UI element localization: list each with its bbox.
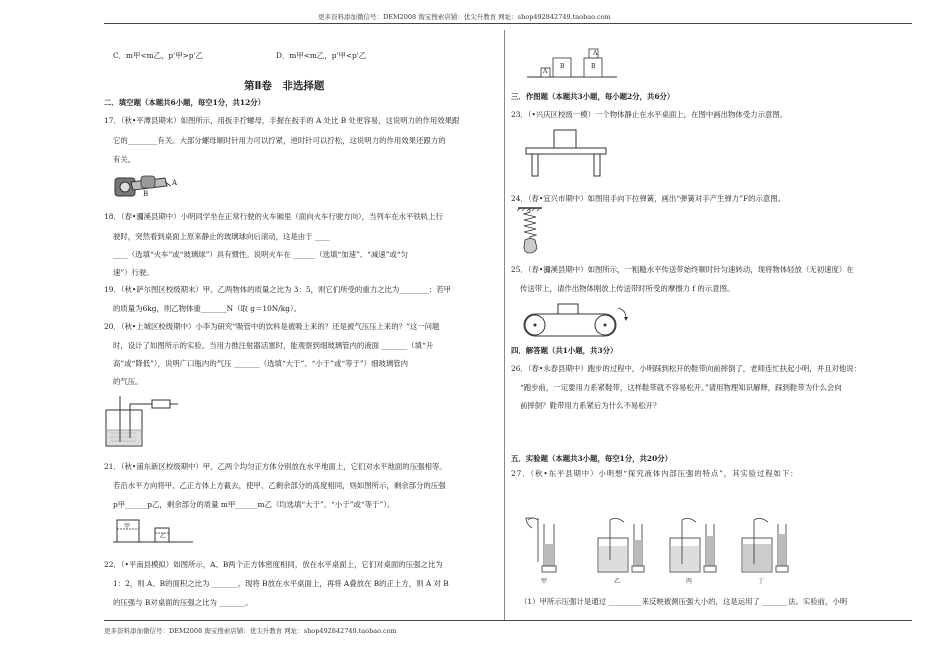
q20-line4: 的气压。 [113,377,143,386]
option-d: D．m甲<m乙，p'甲<p'乙 [276,51,367,60]
block-label-a1: A [543,68,548,75]
q18-line4: 速”）行驶。 [113,268,154,277]
block-label-b2: B [591,63,596,70]
cube-label-jia: 甲 [124,523,131,530]
q22-line2: 1：2，则 A、B的面积之比为 _______。现将 B放在水平桌面上，再将 A叠放在 B的正上方，则 A 对 B [113,579,449,588]
page-footer: 更多资料添加微信号：DEM2008 淘宝搜索店铺：优尖升教育 网址：shop492842749.taobao.com [104,627,397,635]
q20-line1: 20．（秋•上城区校级期中）小李为研究“吸管中的饮料是被吸上来的？还是被气压压上来的？”这一问题 [104,322,440,331]
pressure-gauge-figures [518,514,838,576]
exp-heading: 五．实验题（本题共3小题，每空1分，共20分） [511,454,672,463]
page-header: 更多资料添加微信号：DEM2008 淘宝搜索店铺：优尖升教育 网址：shop492842749.taobao.com [318,13,611,21]
q17-line1: 17．（秋•平潭县期末）如图所示，用扳手拧螺母，手握在扳手的 A 处比 B 处更容易，这说明力的作用效果跟 [104,116,460,125]
draw-heading: 三．作图题（本题共3小题，每小题2分，共6分） [511,92,675,101]
q22-line3: 的压强与 B对桌面的压强之比为 _______。 [113,598,253,607]
q23-text: 23．（•兴庆区校级一模）一个物体静止在水平桌面上，在图中画出物体受力示意图。 [511,110,788,119]
gauge-label-jia: 甲 [541,578,548,585]
header-rule [104,23,912,24]
cube-label-yi: 乙 [160,533,167,540]
blocks-figure [527,46,617,78]
table-figure [526,126,610,178]
footer-rule [104,620,912,621]
section-title: 第Ⅱ卷 非选择题 [244,80,325,92]
q19-line1: 19．（秋•萨尔图区校级期末）甲、乙两物体的质量之比为 3：5，则它们所受的重力之比为________；若甲 [104,285,452,294]
gauge-label-bing: 丙 [686,578,693,585]
q21-line1: 21．（秋•浦东新区校级期中）甲、乙两个均匀正方体分别放在水平地面上，它们对水平地面的压强相等。 [104,462,447,471]
wrench-label-a: A [172,179,178,187]
q21-line3: p甲______p乙，剩余部分的质量 m甲______m乙（均选填“大于”、“小于”或“等于”）。 [113,500,395,509]
wrench-label-b: B [143,190,149,198]
gauge-label-ding: 丁 [758,578,765,585]
answer-heading: 四．解答题（共1小题，共3分） [511,346,618,355]
q18-line1: 18．（春•瀰溪县期中）小明同学坐在正常行驶的火车厢里（面向火车行驶方向），当列车在水平铁轨上行 [104,212,443,221]
q18-line3: ____（选填“火车”或“玻璃球”）具有惯性。说明火车在 ______（选填“加速”、“减速”或“匀 [113,250,409,259]
option-c: C．m甲<m乙，p'甲>p'乙 [113,51,203,60]
q27-text: 27．（秋•东平县期中）小明想“探究液体内部压强的特点”，其实验过程如下： [511,469,799,478]
q26-line3: 前摔倒？鞋带用力系紧后为什么不易松开？ [520,401,661,410]
q20-line2: 时，设计了如图所示的实验。当用力推注射器活塞时，能观察到细玻璃管内的液面 _______（填“升 [113,341,434,350]
syringe-bottle-figure [102,394,180,448]
q24-text: 24．（春•宜兴市期中）如图用手向下拉弹簧，画出“弹簧对手产生弹力”F的示意图。 [511,194,786,203]
q26-line2: “跑步前，一定要用力系紧鞋带，这样鞋带就不容易松开。”请用物理知识解释，踩到鞋带为什么会向 [520,383,842,392]
q25-line2: 传送带上，请作出物体刚放上传送带时所受的摩擦力 f 的示意图。 [520,284,735,293]
q25-line1: 25．（春•瀰溪县期中）如图所示，一粗糙水平传送带始终顺时针匀速转动，现将物体轻放（无初速度）在 [511,265,854,274]
fill-heading: 二．填空题（本题共6小题，每空1分，共12分） [104,98,265,107]
column-divider [504,30,505,620]
conveyor-figure [520,300,630,338]
q27-part1: （1）甲所示压强计是通过 _________来反映被测压强大小的，这是运用了 _______法。实验前，小明 [520,597,848,606]
q17-line3: 有关。 [113,155,136,164]
q19-line2: 的质量为6kg，则乙物体重_______N（取 g＝10N/kg）。 [113,304,302,313]
spring-figure [516,206,548,256]
q22-line1: 22．（•平南县模拟）如图所示，A、B两个正方体密度相同，放在水平桌面上，它们对桌面的压强之比为 [104,560,443,569]
block-label-a2: A [593,50,598,57]
q17-line2: 它的________有关。大部分螺母顺时针用力可以拧紧，逆时针可以拧松，这说明力的作用效果还跟力的 [113,136,446,145]
block-label-b1: B [560,63,565,70]
q18-line2: 驶时，突然看到桌面上原来静止的玻璃球向后滚动，这是由于 ____ [113,232,330,241]
q20-line3: 高”或“降低”），说明广口瓶内的气压 _______（选填“大于”、“小于”或“等于”）细玻璃管内 [113,359,409,368]
q26-line1: 26．（春•永春县期中）跑步的过程中，小明踩到松开的鞋带向前摔倒了，老师连忙扶起小明，并且对他说： [511,364,862,373]
gauge-label-yi: 乙 [614,578,621,585]
q21-line2: 若沿水平方向将甲、乙正方体上方截去，使甲、乙剩余部分的高度相同，则如图所示，剩余部分的压强 [113,481,446,490]
